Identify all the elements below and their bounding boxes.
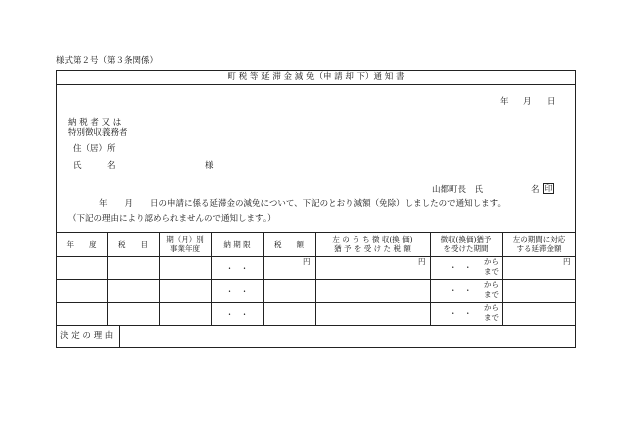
header-period-line1: 期（月）別 bbox=[166, 235, 204, 244]
recipient-label-line2: 特別徴収義務者 bbox=[68, 128, 128, 138]
delinquent-amount-yen: 円 bbox=[563, 257, 571, 266]
name-label: 氏 名 bbox=[73, 161, 116, 171]
header-deferral-period bbox=[430, 235, 502, 253]
date-day: 日 bbox=[547, 97, 556, 107]
header-due-date: 納 期 限 bbox=[223, 240, 251, 249]
table-top-line bbox=[56, 232, 576, 233]
date-year: 年 bbox=[500, 97, 509, 107]
deferral-dots: ・ ・ bbox=[449, 263, 472, 272]
issuer-title: 山都町長 氏 bbox=[432, 185, 484, 195]
deferral-until: まで bbox=[484, 267, 499, 276]
address-label: 住（居）所 bbox=[73, 144, 116, 154]
header-deferred-line2: 猶 予 を 受 け た 税 額 bbox=[334, 244, 411, 253]
deferral-from: から bbox=[484, 303, 499, 312]
due-date-dots: ・ ・ bbox=[225, 264, 249, 273]
form-label: 様式第２号（第３条関係） bbox=[56, 56, 159, 66]
deferral-from: から bbox=[484, 280, 499, 289]
header-deferral-line1: 徴収(換価)猶予 bbox=[440, 235, 492, 244]
deferral-until: まで bbox=[484, 290, 499, 299]
header-year: 年 度 bbox=[66, 240, 97, 249]
header-deferred-line1: 左 の う ち 徴 収(換 価) bbox=[332, 235, 413, 244]
document-title: 町 税 等 延 滞 金 減 免（申 請 却 下）通 知 書 bbox=[227, 72, 405, 82]
header-period-line2: 事業年度 bbox=[170, 244, 200, 253]
header-delinquent-line2: する延滞金額 bbox=[516, 244, 562, 253]
tax-amount-yen: 円 bbox=[303, 257, 311, 266]
seal-mark: 印 bbox=[544, 184, 553, 193]
deferral-dots: ・ ・ bbox=[449, 286, 472, 295]
deferral-until: まで bbox=[484, 313, 499, 322]
deferral-from: から bbox=[484, 257, 499, 266]
reason-label: 決 定 の 理 由 bbox=[60, 331, 114, 341]
deferred-amount-yen: 円 bbox=[418, 257, 426, 266]
header-tax-item: 税 目 bbox=[118, 240, 148, 249]
deferral-dots: ・ ・ bbox=[449, 309, 472, 318]
due-date-dots: ・ ・ bbox=[225, 287, 249, 296]
table-bottom-line bbox=[56, 325, 576, 326]
honorific: 様 bbox=[205, 161, 214, 171]
notice-text: 年 月 日の申請に係る延滞金の減免について、下記のとおり減額（免除）しましたので通知します。 bbox=[99, 199, 506, 209]
header-delinquent-amount bbox=[502, 235, 576, 253]
rejection-note: （下記の理由により認められませんので通知します。） bbox=[68, 214, 276, 224]
title-divider bbox=[56, 84, 576, 85]
header-tax-amount: 税 額 bbox=[274, 240, 304, 249]
due-date-dots: ・ ・ bbox=[225, 310, 249, 319]
recipient-label-line1: 納 税 者 又 は bbox=[68, 118, 122, 128]
header-deferral-line2: を受けた期間 bbox=[443, 244, 489, 253]
date-month: 月 bbox=[523, 97, 532, 107]
header-period bbox=[159, 235, 211, 253]
reason-divider bbox=[119, 325, 120, 348]
header-delinquent-line1: 左の期間に対応 bbox=[512, 235, 566, 244]
issuer-name-suffix: 名 bbox=[531, 185, 540, 195]
header-deferred-amount bbox=[315, 235, 430, 253]
